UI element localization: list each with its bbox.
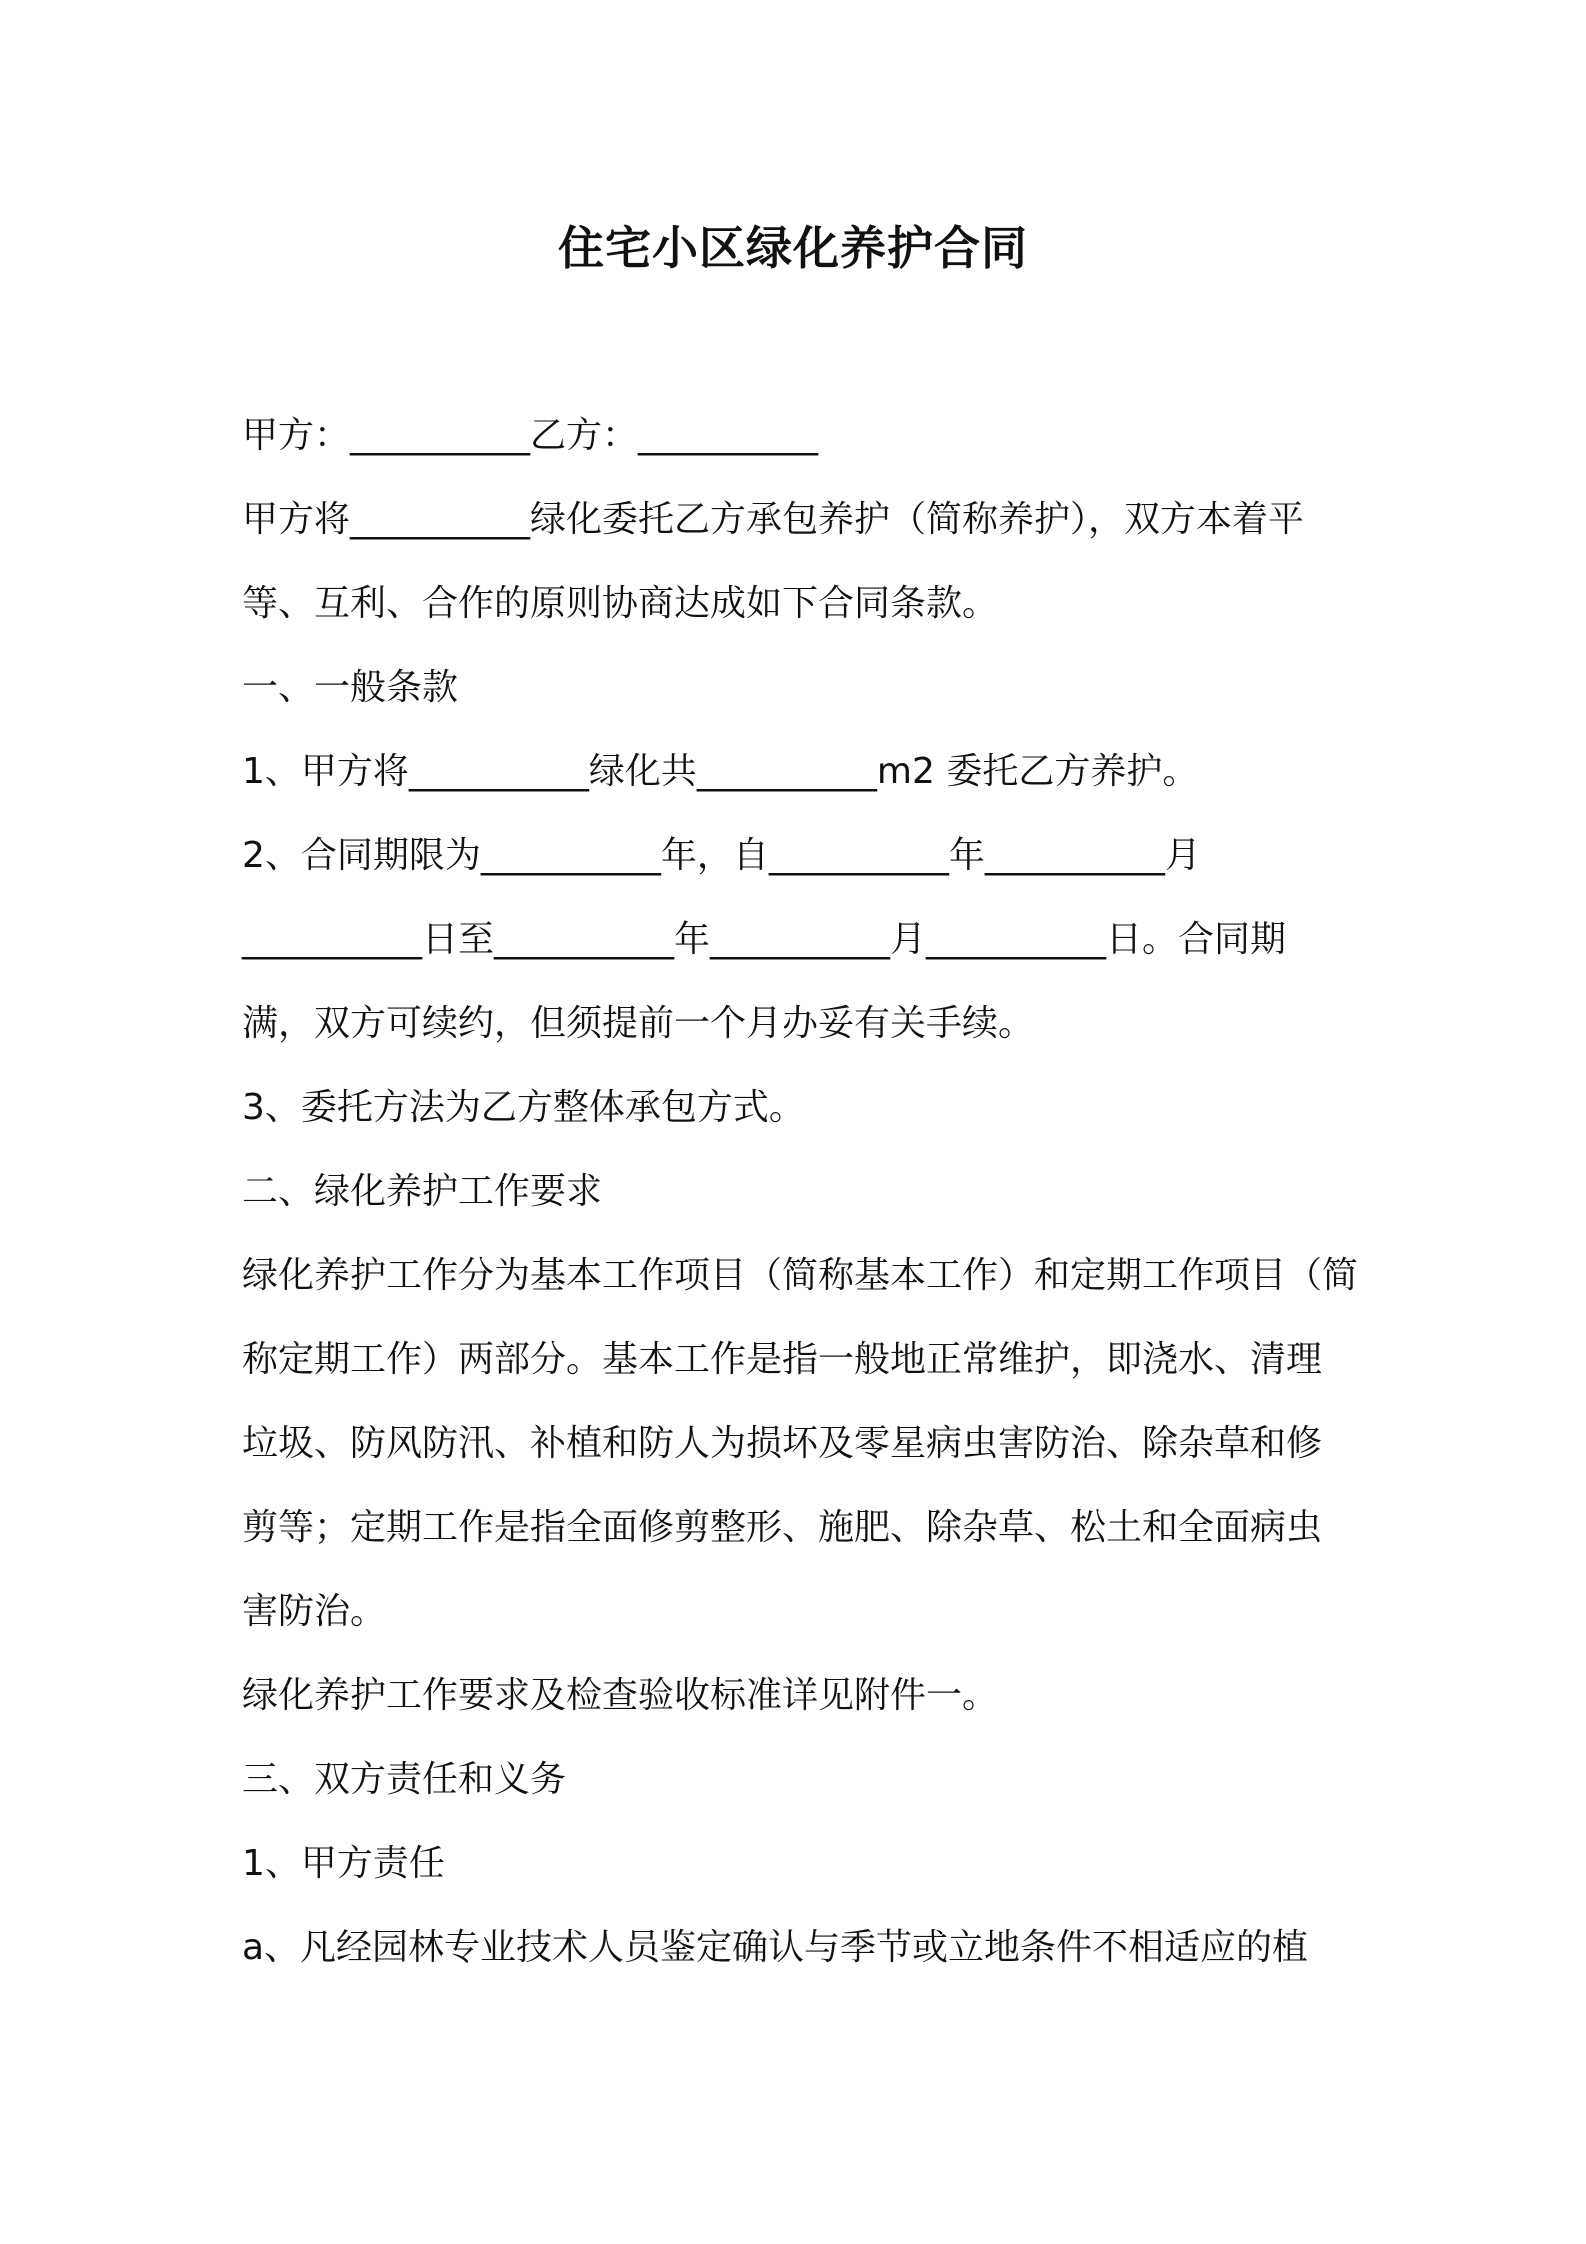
clause-2-line-3: 满，双方可续约，但须提前一个月办妥有关手续。 xyxy=(242,1003,1035,1044)
clause-3-line: 3、委托方法为乙方整体承包方式。 xyxy=(242,1087,805,1128)
clause-1-line: 1、甲方将__________绿化共__________m2 委托乙方养护。 xyxy=(242,751,1199,792)
intro-line-2: 等、互利、合作的原则协商达成如下合同条款。 xyxy=(242,583,999,624)
clause-2-line-1: 2、合同期限为__________年，自__________年__________月 xyxy=(242,835,1201,876)
parties-line: 甲方：__________乙方：__________ xyxy=(242,415,819,456)
intro-line-1: 甲方将__________绿化委托乙方承包养护（简称养护），双方本着平 xyxy=(242,499,1305,540)
section-heading-duties: 三、双方责任和义务 xyxy=(242,1759,567,1800)
party-a-duty-heading: 1、甲方责任 xyxy=(242,1843,445,1884)
requirements-line-1: 绿化养护工作分为基本工作项目（简称基本工作）和定期工作项目（简 xyxy=(242,1255,1359,1296)
clause-2-line-2: __________日至__________年__________月__________日。合同期 xyxy=(242,919,1287,960)
requirements-line-5: 害防治。 xyxy=(242,1591,387,1632)
section-heading-general: 一、一般条款 xyxy=(242,667,459,708)
requirements-line-3: 垃圾、防风防汛、补植和防人为损坏及零星病虫害防治、除杂草和修 xyxy=(242,1423,1323,1464)
requirements-line-4: 剪等；定期工作是指全面修剪整形、施肥、除杂草、松土和全面病虫 xyxy=(242,1507,1323,1548)
section-heading-requirements: 二、绿化养护工作要求 xyxy=(242,1171,603,1212)
party-a-duty-a-line: a、凡经园林专业技术人员鉴定确认与季节或立地条件不相适应的植 xyxy=(242,1927,1309,1968)
requirements-line-6: 绿化养护工作要求及检查验收标准详见附件一。 xyxy=(242,1675,999,1716)
document-title: 住宅小区绿化养护合同 xyxy=(558,221,1028,275)
requirements-line-2: 称定期工作）两部分。基本工作是指一般地正常维护，即浇水、清理 xyxy=(242,1339,1323,1380)
